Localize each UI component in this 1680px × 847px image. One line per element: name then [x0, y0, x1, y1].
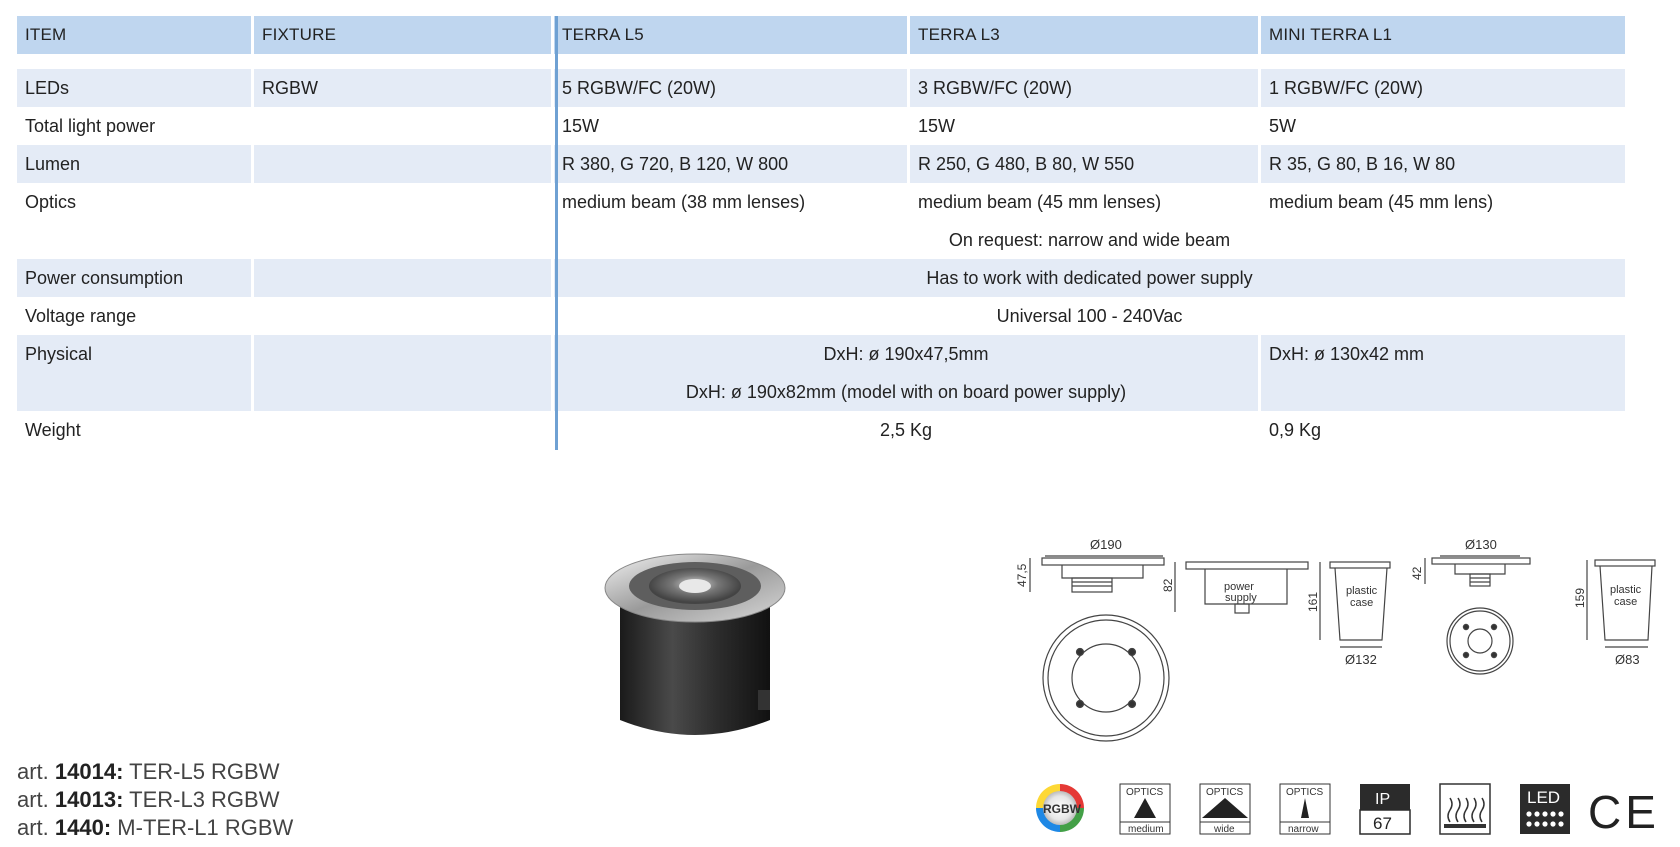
- header-terra-l5: TERRA L5: [562, 25, 644, 44]
- table-row-physical: [17, 335, 1625, 411]
- svg-text:OPTICS: OPTICS: [1126, 787, 1164, 798]
- cell-l5: medium beam (38 mm lenses): [562, 191, 806, 212]
- column-divider: [555, 16, 558, 450]
- svg-text:159: 159: [1573, 587, 1587, 608]
- optics-narrow-icon: [1280, 784, 1330, 835]
- technical-drawings: [1000, 532, 1680, 752]
- optics-note: On request: narrow and wide beam: [948, 229, 1231, 250]
- svg-text:plastic: plastic: [1610, 584, 1642, 596]
- svg-text:LED: LED: [1527, 788, 1561, 807]
- svg-text:Ø130: Ø130: [1465, 537, 1497, 552]
- cell-l1: DxH: ø 130x42 mm: [1269, 343, 1425, 364]
- svg-text:plastic: plastic: [1346, 585, 1378, 597]
- svg-text:Ø190: Ø190: [1090, 537, 1122, 552]
- cell-l5-l3: DxH: ø 190x47,5mm: [823, 343, 989, 364]
- cell-l1: 5W: [1269, 115, 1296, 136]
- svg-text:Ø132: Ø132: [1345, 652, 1377, 667]
- svg-text:IP: IP: [1375, 791, 1391, 808]
- table-header-row: [17, 16, 1625, 54]
- table-row-lumen: [17, 145, 1625, 183]
- row-label: LEDs: [25, 77, 70, 98]
- row-label: Voltage range: [25, 305, 137, 326]
- rgbw-icon: [1036, 784, 1084, 832]
- svg-text:power: power: [1224, 581, 1254, 593]
- table-row-optics: [17, 183, 1625, 259]
- cell-l3: 15W: [918, 115, 956, 136]
- svg-text:supply: supply: [1225, 592, 1257, 604]
- article-item: art. 14014: TER-L5 RGBW: [17, 759, 280, 784]
- svg-text:82: 82: [1161, 578, 1175, 592]
- cell-l5-l3-board: DxH: ø 190x82mm (model with on board power supply): [685, 381, 1127, 402]
- table-row-power-consumption: [17, 259, 1625, 297]
- svg-text:medium: medium: [1128, 824, 1164, 835]
- cell-fixture: RGBW: [262, 77, 318, 98]
- article-item: art. 14013: TER-L3 RGBW: [17, 787, 280, 812]
- svg-text:42: 42: [1410, 566, 1424, 580]
- cell-l1: medium beam (45 mm lens): [1269, 191, 1494, 212]
- svg-text:case: case: [1350, 597, 1374, 609]
- feature-icons: [1030, 776, 1680, 840]
- svg-text:OPTICS: OPTICS: [1206, 787, 1244, 798]
- cell-l1: 0,9 Kg: [1269, 419, 1322, 440]
- row-label: Lumen: [25, 153, 81, 174]
- cell-l5: 5 RGBW/FC (20W): [562, 77, 717, 98]
- cell-l5: R 380, G 720, B 120, W 800: [562, 153, 789, 174]
- svg-text:161: 161: [1306, 591, 1320, 612]
- product-photo: [590, 540, 800, 750]
- ip67-icon: [1360, 784, 1410, 834]
- svg-text:narrow: narrow: [1288, 824, 1319, 835]
- cell-l3: 3 RGBW/FC (20W): [918, 77, 1073, 98]
- led-icon: [1520, 784, 1570, 834]
- article-list: [17, 758, 293, 842]
- cell-all-models: Has to work with dedicated power supply: [926, 267, 1253, 288]
- svg-text:67: 67: [1373, 814, 1392, 833]
- table-row-leds: [17, 69, 1625, 107]
- svg-text:wide: wide: [1214, 824, 1235, 835]
- article-item: art. 1440: M-TER-L1 RGBW: [17, 815, 294, 840]
- row-label: Optics: [25, 191, 77, 212]
- row-label: Power consumption: [25, 267, 184, 288]
- row-label: Physical: [25, 343, 93, 364]
- svg-text:Ø83: Ø83: [1615, 652, 1640, 667]
- table-row-total-light-power: [17, 107, 1625, 145]
- header-item: ITEM: [25, 25, 67, 44]
- cell-l1: 1 RGBW/FC (20W): [1269, 77, 1424, 98]
- table-row-voltage-range: [17, 297, 1625, 335]
- optics-medium-icon: [1120, 784, 1170, 835]
- row-label: Weight: [25, 419, 81, 440]
- header-fixture: FIXTURE: [262, 25, 337, 44]
- cell-l3: medium beam (45 mm lenses): [918, 191, 1162, 212]
- optics-wide-icon: [1200, 784, 1250, 835]
- cell-all-models: Universal 100 - 240Vac: [996, 305, 1183, 326]
- cell-l5-l3: 2,5 Kg: [879, 419, 933, 440]
- header-mini-terra-l1: MINI TERRA L1: [1269, 25, 1393, 44]
- svg-text:RGBW: RGBW: [1043, 802, 1081, 816]
- svg-text:OPTICS: OPTICS: [1286, 787, 1324, 798]
- ce-mark-icon: [1588, 786, 1660, 838]
- heat-icon: [1440, 784, 1490, 834]
- row-label: Total light power: [25, 115, 156, 136]
- spec-table: [17, 16, 1625, 449]
- svg-text:case: case: [1614, 596, 1638, 608]
- header-terra-l3: TERRA L3: [918, 25, 1000, 44]
- cell-l3: R 250, G 480, B 80, W 550: [918, 153, 1135, 174]
- table-row-weight: [17, 411, 1625, 449]
- cell-l1: R 35, G 80, B 16, W 80: [1269, 153, 1456, 174]
- cell-l5: 15W: [562, 115, 600, 136]
- svg-text:CE: CE: [1588, 786, 1660, 838]
- svg-text:47,5: 47,5: [1015, 563, 1029, 587]
